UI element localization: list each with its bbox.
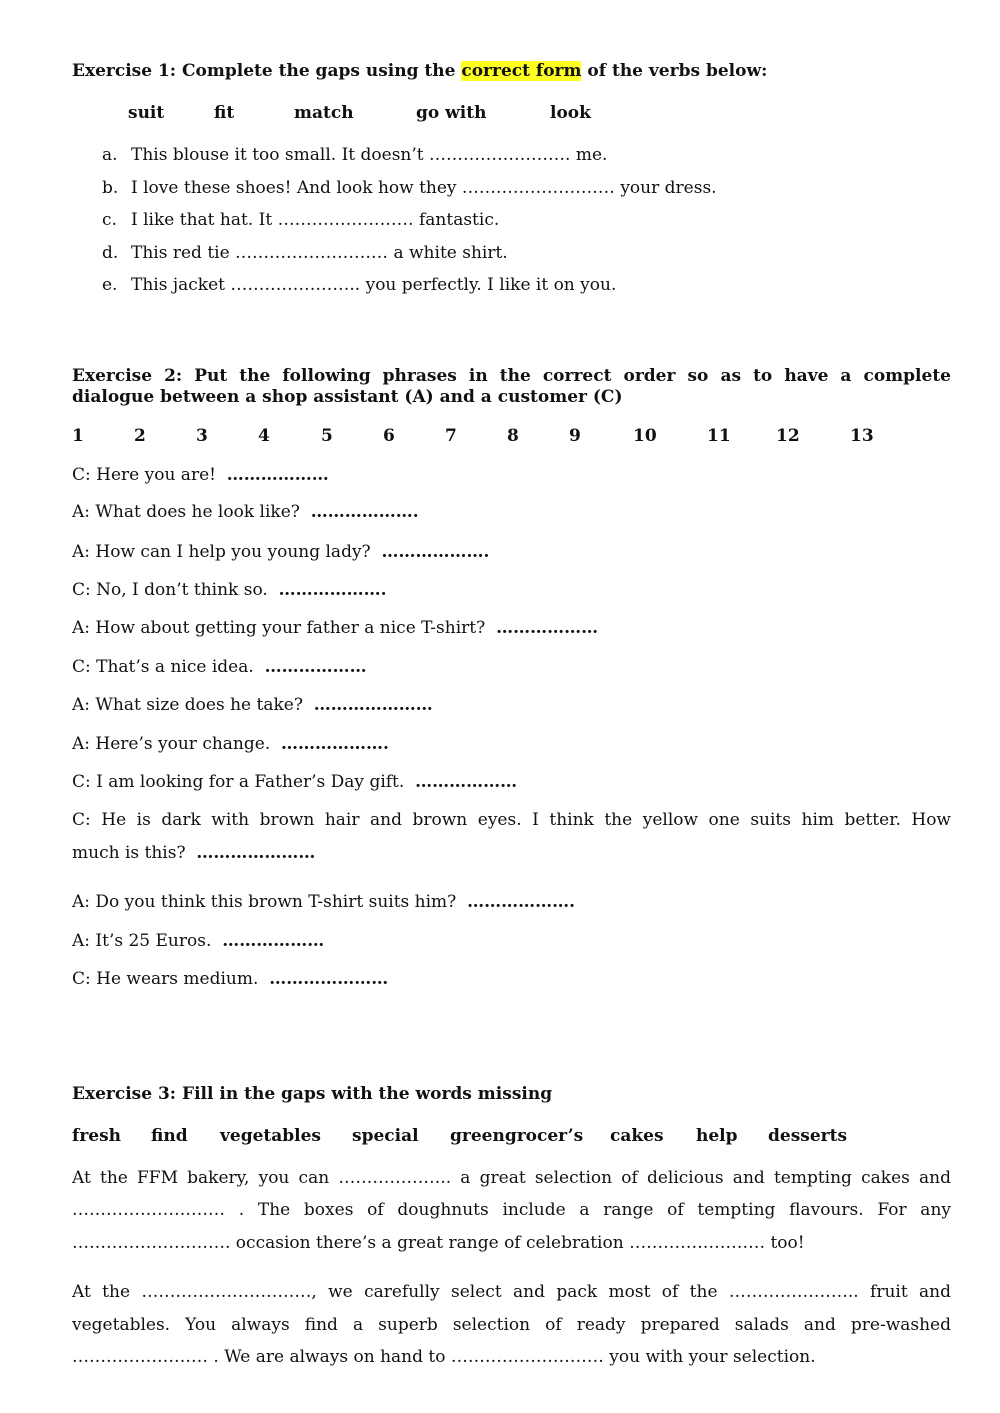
dialogue-text: A: How about getting your father a nice T-shirt? bbox=[72, 618, 486, 638]
dialogue-line bbox=[72, 695, 433, 715]
ex1-item-e-text: This jacket ………………….. you perfectly. I like it on you. bbox=[131, 275, 617, 295]
dialogue-line bbox=[72, 772, 517, 792]
answer-gap[interactable]: ………………… bbox=[269, 969, 389, 989]
dialogue-text: A: Here’s your change. bbox=[72, 734, 271, 754]
dialogue-line bbox=[72, 892, 575, 912]
order-number-13: 13 bbox=[850, 426, 874, 446]
dialogue-text: A: What does he look like? bbox=[72, 502, 300, 522]
dialogue-text: C: Here you are! bbox=[72, 465, 216, 485]
answer-gap[interactable]: ……………… bbox=[226, 465, 329, 485]
dialogue-line bbox=[72, 843, 315, 863]
ex1-word-match: match bbox=[294, 103, 354, 123]
ex3-paragraph-1-line1: At the FFM bakery, you can ……………….. a great selection of delicious and tempting cakes and bbox=[72, 1168, 951, 1188]
order-number-7: 7 bbox=[445, 426, 457, 446]
exercise-1-title bbox=[72, 61, 767, 81]
ex1-item-d-marker: d. bbox=[102, 243, 119, 263]
ex1-item-e-marker: e. bbox=[102, 275, 118, 295]
ex1-item-c-text: I like that hat. It …………………… fantastic. bbox=[131, 210, 500, 230]
dialogue-line bbox=[72, 580, 387, 600]
dialogue-text-long-line1: C: He is dark with brown hair and brown eyes. I think the yellow one suits him better. How bbox=[72, 810, 951, 830]
ex1-item-c-marker: c. bbox=[102, 210, 117, 230]
dialogue-text: A: Do you think this brown T-shirt suits him? bbox=[72, 892, 457, 912]
dialogue-text: A: It’s 25 Euros. bbox=[72, 931, 212, 951]
order-number-11: 11 bbox=[707, 426, 731, 446]
ex3-word-find: find bbox=[151, 1126, 188, 1146]
ex1-word-fit: fit bbox=[214, 103, 235, 123]
exercise-2-title-line2: dialogue between a shop assistant (A) and a customer (C) bbox=[72, 387, 623, 407]
exercise-1-title-end: of the verbs below: bbox=[581, 61, 768, 81]
answer-gap[interactable]: ………………. bbox=[381, 542, 490, 562]
order-number-3: 3 bbox=[196, 426, 208, 446]
exercise-3-title: Exercise 3: Fill in the gaps with the words missing bbox=[72, 1084, 553, 1104]
ex3-word-special: special bbox=[352, 1126, 419, 1146]
answer-gap[interactable]: ………………. bbox=[278, 580, 387, 600]
answer-gap[interactable]: ……………… bbox=[264, 657, 367, 677]
answer-gap[interactable]: ………………… bbox=[196, 843, 316, 863]
exercise-1-title-start: Exercise 1: Complete the gaps using the bbox=[72, 61, 462, 81]
ex3-paragraph-2-line1: At the …………………………, we carefully select and pack most of the ………………….. fruit and bbox=[72, 1282, 951, 1302]
ex3-word-greengrocers: greengrocer’s bbox=[450, 1126, 584, 1146]
ex1-item-d-text: This red tie ……………………… a white shirt. bbox=[131, 243, 508, 263]
order-number-9: 9 bbox=[569, 426, 581, 446]
order-number-6: 6 bbox=[383, 426, 395, 446]
answer-gap[interactable]: ………………… bbox=[313, 695, 433, 715]
ex3-word-vegetables: vegetables bbox=[220, 1126, 321, 1146]
exercise-1-title-highlight: correct form bbox=[461, 61, 582, 81]
order-number-5: 5 bbox=[321, 426, 333, 446]
answer-gap[interactable]: ………………. bbox=[310, 502, 419, 522]
dialogue-line bbox=[72, 465, 329, 485]
ex3-word-cakes: cakes bbox=[610, 1126, 664, 1146]
dialogue-line bbox=[72, 618, 598, 638]
dialogue-line bbox=[72, 931, 324, 951]
answer-gap[interactable]: ………………. bbox=[467, 892, 576, 912]
dialogue-text: A: What size does he take? bbox=[72, 695, 303, 715]
ex3-word-fresh: fresh bbox=[72, 1126, 122, 1146]
ex3-paragraph-2-line3: …………………… . We are always on hand to ……………………… you with your selection. bbox=[72, 1347, 816, 1367]
ex3-paragraph-2-line2: vegetables. You always find a superb selection of ready prepared salads and pre-washed bbox=[72, 1315, 951, 1335]
dialogue-line bbox=[72, 969, 388, 989]
ex1-word-look: look bbox=[550, 103, 591, 123]
dialogue-line bbox=[72, 502, 419, 522]
ex1-item-b-marker: b. bbox=[102, 178, 119, 198]
order-number-8: 8 bbox=[507, 426, 519, 446]
ex3-word-help: help bbox=[696, 1126, 738, 1146]
answer-gap[interactable]: ……………… bbox=[222, 931, 325, 951]
order-number-4: 4 bbox=[258, 426, 270, 446]
ex3-word-desserts: desserts bbox=[768, 1126, 848, 1146]
ex1-item-b-text: I love these shoes! And look how they ……………………… your dress. bbox=[131, 178, 717, 198]
order-number-2: 2 bbox=[134, 426, 146, 446]
dialogue-text: C: I am looking for a Father’s Day gift. bbox=[72, 772, 405, 792]
ex1-word-suit: suit bbox=[128, 103, 165, 123]
order-number-12: 12 bbox=[776, 426, 800, 446]
ex1-word-go-with: go with bbox=[416, 103, 487, 123]
dialogue-text: A: How can I help you young lady? bbox=[72, 542, 371, 562]
dialogue-line bbox=[72, 657, 367, 677]
order-number-1: 1 bbox=[72, 426, 84, 446]
answer-gap[interactable]: ……………… bbox=[496, 618, 599, 638]
ex3-paragraph-1-line3: ………………………. occasion there’s a great range of celebration …………………… too! bbox=[72, 1233, 805, 1253]
dialogue-text: C: That’s a nice idea. bbox=[72, 657, 254, 677]
ex1-item-a-text: This blouse it too small. It doesn’t ……………………. me. bbox=[131, 145, 608, 165]
answer-gap[interactable]: ………………. bbox=[281, 734, 389, 754]
order-number-10: 10 bbox=[633, 426, 657, 446]
answer-gap[interactable]: ……………… bbox=[415, 772, 518, 792]
dialogue-text: C: He wears medium. bbox=[72, 969, 259, 989]
ex1-item-a-marker: a. bbox=[102, 145, 118, 165]
ex3-paragraph-1-line2: ……………………… . The boxes of doughnuts include a range of tempting flavours. For any bbox=[72, 1200, 951, 1220]
dialogue-line bbox=[72, 542, 489, 562]
dialogue-text-long-line2: much is this? bbox=[72, 843, 186, 863]
dialogue-text: C: No, I don’t think so. bbox=[72, 580, 268, 600]
exercise-2-title-line1: Exercise 2: Put the following phrases in the correct order so as to have a complete bbox=[72, 366, 951, 386]
dialogue-line bbox=[72, 734, 389, 754]
